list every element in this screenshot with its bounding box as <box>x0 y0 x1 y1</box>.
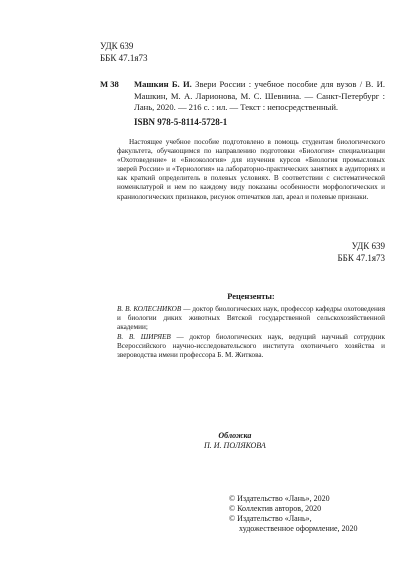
reviewers-block <box>117 292 385 361</box>
reviewers-title: Рецензенты: <box>227 292 275 301</box>
bibliographic-description <box>134 79 385 114</box>
annotation <box>117 138 385 202</box>
reviewer-name: В. В. КОЛЕСНИКОВ <box>117 305 182 313</box>
reviewer-name: В. В. ШИРЯЕВ <box>117 333 171 341</box>
udk-code: УДК 639 <box>100 41 134 51</box>
udk-bbk-footer <box>338 240 385 264</box>
author-mark: М 38 <box>100 79 119 89</box>
cover-credit <box>204 431 266 451</box>
reviewer-item <box>117 333 385 360</box>
isbn: ISBN 978-5-8114-5728-1 <box>134 117 228 127</box>
bibliographic-entry <box>100 79 385 114</box>
entry-details: Звери России : учебное пособие для вузов / В. И. Машкин, М. А. Ларионова, М. С. Шевнина. — Санкт-Петербург : Лань, 2020. — 216 с. : ил. — Текст : непосредственный. <box>134 79 385 113</box>
copyright-line: © Издательство «Лань», <box>229 514 312 523</box>
copyright-line: © Издательство «Лань», 2020 <box>229 494 330 503</box>
reviewer-description: — доктор биологических наук, ведущий научный сотрудник Всероссийского научно-исследовательского института охотничьего хозяйства и звероводства имени профессора Б. М. Житкова. <box>117 333 385 359</box>
copyright-notices <box>229 494 358 534</box>
cover-designer: П. И. ПОЛЯКОВА <box>204 441 266 450</box>
reviewer-item <box>117 305 385 332</box>
cover-label: Обложка <box>218 431 252 440</box>
reviewer-description: — доктор биологических наук, профессор кафедры охотоведения и биологии диких животных Вятской государственной сельскохозяйственной академии; <box>117 305 385 331</box>
annotation-text: Настоящее учебное пособие подготовлено в помощь студентам биологического факультета, обучающимся по направлению подготовки «Биология» специализации «Охотоведение» и «Биоэкология» для изучения курсов «Биология промысловых зверей России» и «Териология» на лабораторно-практических занятиях в аудиториях и как краткий определитель в полевых условиях. В соответствии с систематической номенклатурой и нем по каждому виду показаны особенности морфологических и краниологических признаков, рисунок отпечатков лап, ареал и полевые признаки. <box>117 138 385 201</box>
copyright-line: художественное оформление, 2020 <box>239 524 358 533</box>
bbk-code: ББК 47.1я73 <box>100 53 148 63</box>
copyright-line: © Коллектив авторов, 2020 <box>229 504 322 513</box>
udk-bbk-header <box>100 40 147 64</box>
udk-code-bottom: УДК 639 <box>351 241 385 251</box>
entry-author: Машкин Б. И. <box>134 79 192 89</box>
bbk-code-bottom: ББК 47.1я73 <box>337 253 385 263</box>
